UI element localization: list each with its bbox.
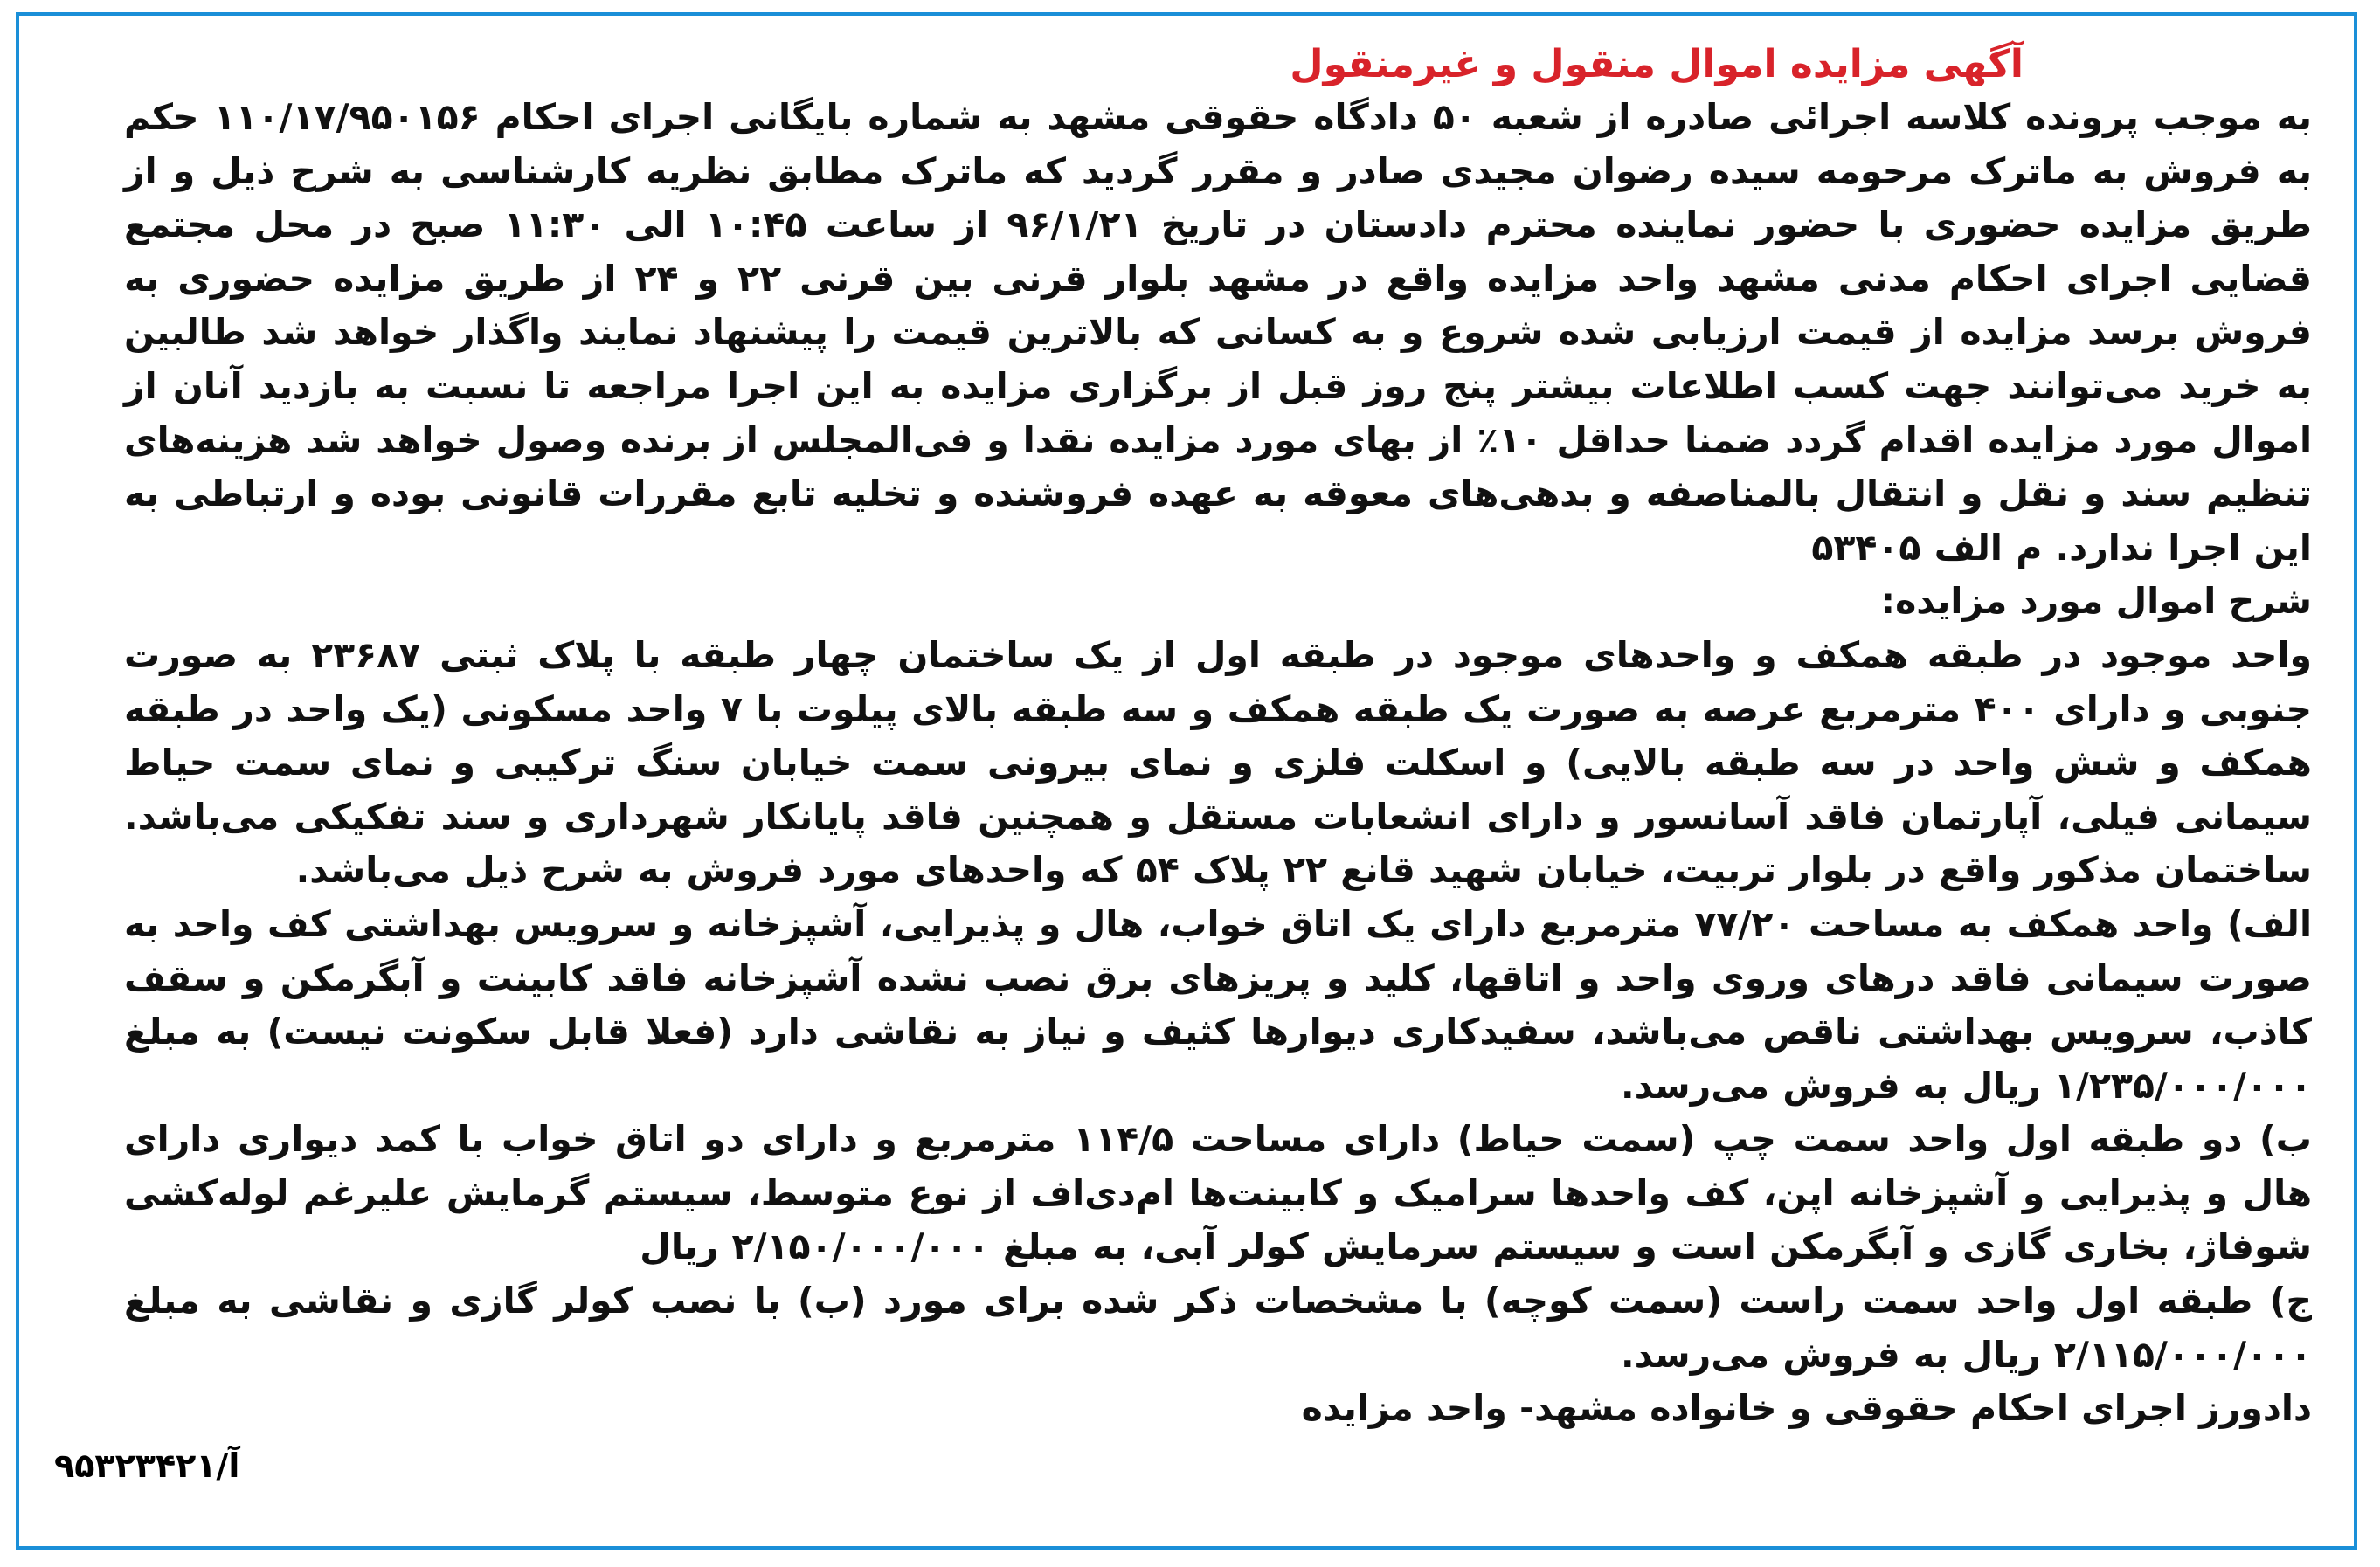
signature-row: [124, 1382, 2312, 1436]
item-a: الف) واحد همکف به مساحت ۷۷/۲۰ مترمربع دارای یک اتاق خواب، هال و پذیرایی، آشپزخانه و سرویس بهداشتی کف واحد به صورت سیمانی فاقد درهای وروی واحد و اتاقها، کلید و پریزهای برق نصب نشده آشپزخانه فاقد کابینت و آبگرمکن و سقف کاذب، سرویس بهداشتی ناقص می‌باشد، سفیدکاری دیوارها کثیف و نیاز به نقاشی دارد (فعلا قابل سکونت نیست) به مبلغ ۱/۲۳۵/۰۰۰/۰۰۰ ریال به فروش می‌رسد.: [124, 902, 2313, 1107]
notice-frame: [16, 12, 2357, 1550]
intro-paragraph: به موجب پرونده کلاسه اجرائی صادره از شعبه ۵۰ دادگاه حقوقی مشهد به شماره بایگانی اجرای احکام ۱۱۰/۱۷/۹۵۰۱۵۶ حکم به فروش به ماترک مرحومه سیده رضوان مجیدی صادر و مقرر گردید که ماترک مطابق نظریه کارشناسی به شرح ذیل و از طریق مزایده حضوری با حضور نماینده محترم دادستان در تاریخ ۹۶/۱/۲۱ از ساعت ۱۰:۴۵ الی ۱۱:۳۰ صبح در محل مجتمع قضایی اجرای احکام مدنی مشهد واحد مزایده واقع در مشهد بلوار قرنی بین قرنی ۲۲ و ۲۴ از طریق مزایده حضوری به فروش برسد مزایده از قیمت ارزیابی شده شروع و به کسانی که بالاترین قیمت را پیشنهاد نمایند واگذار خواهد شد طالبین به خرید می‌توانند جهت کسب اطلاعات بیشتر پنج روز قبل از برگزاری مزایده به این اجرا مراجعه تا نسبت به بازدید آنان از اموال مورد مزایده اقدام گردد ضمنا حداقل ۱۰٪ از بهای مورد مزایده نقدا و فی‌المجلس از برنده وصول خواهد شد هزینه‌های تنظیم سند و نقل و انتقال بالمناصفه و بدهی‌های معوقه به عهده فروشنده و تخلیه تابع مقررات قانونی بوده و ارتباطی به این اجرا ندارد. م الف ۵۳۴۰۵: [124, 96, 2313, 569]
item-c: ج) طبقه اول واحد سمت راست (سمت کوچه) با مشخصات ذکر شده برای مورد (ب) با نصب کولر گازی و نقاشی به مبلغ ۲/۱۱۵/۰۰۰/۰۰۰ ریال به فروش می‌رسد.: [124, 1280, 2312, 1376]
notice-title: آگهی مزایده اموال منقول و غیرمنقول: [1290, 42, 2024, 86]
reference-code: آ/۹۵۳۲۳۴۲۱: [54, 1446, 240, 1485]
notice-content: [124, 38, 2312, 1436]
signature: دادورز اجرای احکام حقوقی و خانواده مشهد- واحد مزایده: [1301, 1387, 2312, 1430]
property-heading: شرح اموال مورد مزایده:: [1880, 580, 2312, 623]
item-b: ب) دو طبقه اول واحد سمت چپ (سمت حیاط) دارای مساحت ۱۱۴/۵ مترمربع و دارای دو اتاق خواب با کمد دیواری دارای هال و پذیرایی و آشپزخانه اپن، کف واحدها سرامیک و کابینت‌ها ام‌دی‌اف از نوع متوسط، سیستم گرمایش علیرغم لوله‌کشی شوفاژ، بخاری گازی و آبگرمکن است و سیستم سرمایش کولر آبی، به مبلغ ۲/۱۵۰/۰۰۰/۰۰۰ ریال: [124, 1118, 2312, 1268]
property-description: واحد موجود در طبقه همکف و واحدهای موجود در طبقه اول از یک ساختمان چهار طبقه با پلاک ثبتی ۲۳۶۸۷ به صورت جنوبی و دارای ۴۰۰ مترمربع عرصه به صورت یک طبقه همکف و سه طبقه بالای پیلوت با ۷ واحد مسکونی (یک واحد در طبقه همکف و شش واحد در سه طبقه بالایی) و اسکلت فلزی و نمای بیرونی سمت خیابان سنگ ترکیبی و نمای سمت حیاط سیمانی فیلی، آپارتمان فاقد آسانسور و دارای انشعابات مستقل و همچنین فاقد پایانکار شهرداری و سند تفکیکی می‌باشد. ساختمان مذکور واقع در بلوار تربیت، خیابان شهید قانع ۲۲ پلاک ۵۴ که واحدهای مورد فروش به شرح ذیل می‌باشد.: [124, 633, 2313, 892]
